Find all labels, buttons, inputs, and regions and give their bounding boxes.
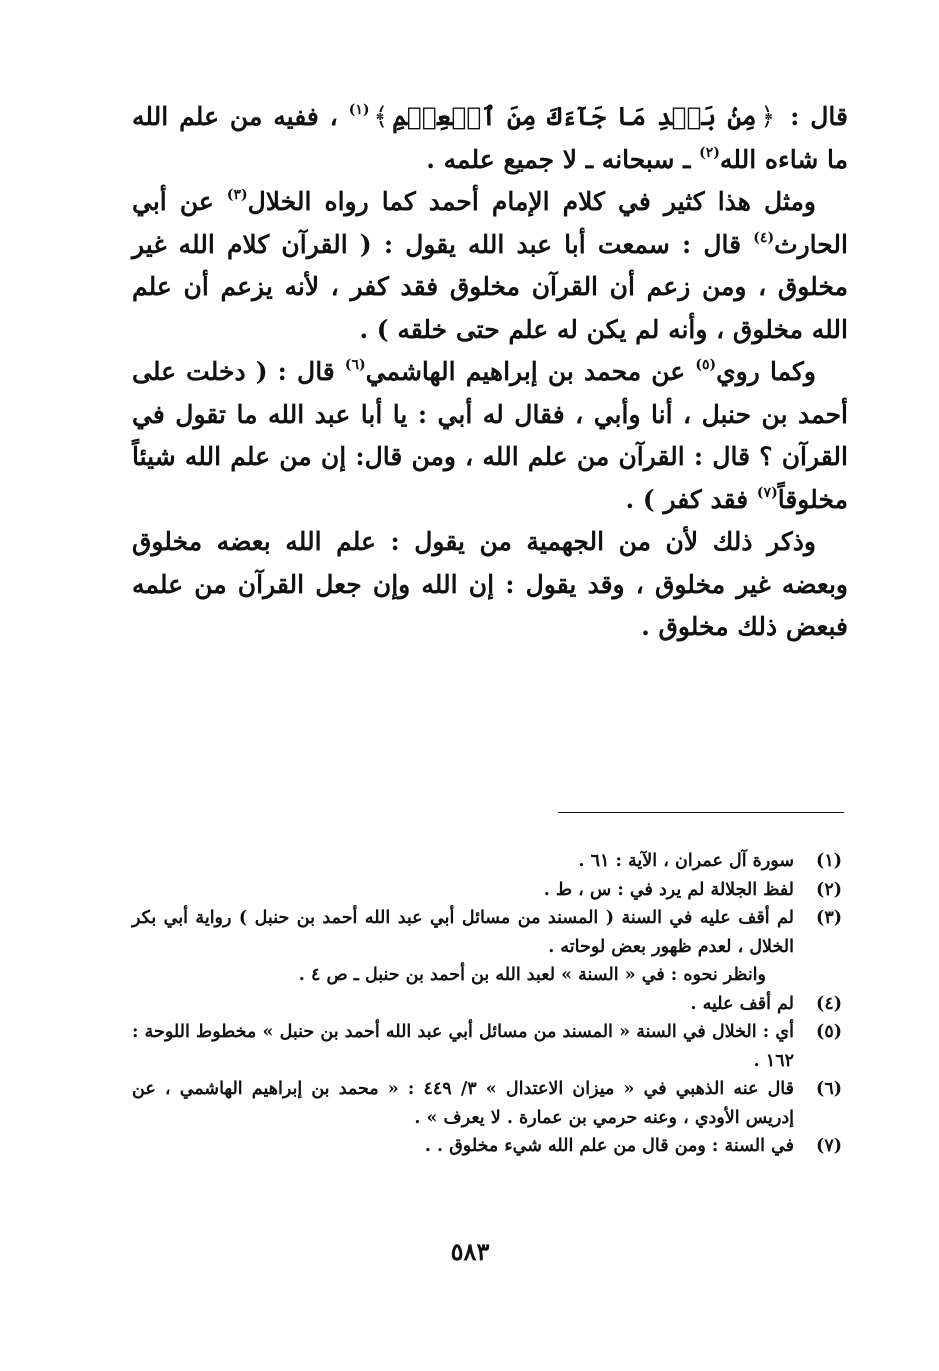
footnote-item bbox=[132, 847, 842, 876]
footnote-number: (٤) bbox=[816, 993, 842, 1014]
footnote-item bbox=[132, 990, 842, 1019]
footnote-text-sub: وانظر نحوه : في « السنة » لعبد الله بن أحمد بن حنبل ـ ص ٤ . bbox=[298, 965, 766, 985]
main-text bbox=[132, 96, 848, 649]
footnote-text: قال عنه الذهبي في « ميزان الاعتدال » ٣/ ٤٤٩ : « محمد بن إبراهيم الهاشمي ، عن إدريس الأودي ، وعنه حرمي بن عمارة . لا يعرف » . bbox=[132, 1079, 794, 1128]
paragraph-4: وذكر ذلك لأن من الجهمية من يقول : علم الله بعضه مخلوق وبعضه غير مخلوق ، وقد يقول : إن الله وإن جعل القرآن من علمه فبعض ذلك مخلوق . bbox=[132, 527, 848, 641]
footnote-ref-6[interactable]: (٦) bbox=[344, 357, 366, 373]
footnote-number: (٥) bbox=[816, 1022, 842, 1042]
quran-bracket-close: ﴾ bbox=[373, 102, 389, 131]
footnote-item bbox=[132, 904, 842, 990]
footnote-text: لفظ الجلالة لم يرد في : س ، ط . bbox=[543, 879, 794, 900]
quran-verse: مِنۢ بَعۡدِ مَا جَآءَكَ مِنَ ٱلۡعِلۡمِ bbox=[392, 102, 757, 131]
footnote-text bbox=[132, 904, 794, 990]
footnote-text: لم أقف عليه . bbox=[690, 993, 794, 1014]
footnote-number: (٢) bbox=[816, 879, 842, 900]
footnote-number: (٦) bbox=[816, 1079, 842, 1099]
footnotes bbox=[132, 847, 842, 1161]
footnote-text: في السنة : ومن قال من علم الله شيء مخلوق . . bbox=[424, 1136, 794, 1156]
footnote-ref-5[interactable]: (٥) bbox=[695, 357, 717, 373]
paragraph-3: وكما روي$^{(٥)}$ عن محمد بن إبراهيم الهاشمي$^{(٦)}$ قال : ( دخلت على أحمد بن حنبل ، أنا وأبي ، فقال له أبي : يا أبا عبد الله ما تقول في القرآن ؟ قال : القرآن من علم الله ، ومن قال: إن من علم الله شيئاً مخلوقاً$^{(٧)}$ فقد كفر ) . bbox=[132, 357, 848, 514]
footnote-text-main: لم أقف عليه في السنة ( المسند من مسائل أبي عبد الله أحمد بن حنبل ) رواية أبي بكر الخلال ، لعدم ظهور بعض لوحاته . bbox=[132, 908, 794, 957]
quran-bracket-open: ﴿ bbox=[760, 102, 776, 131]
footnote-item bbox=[132, 1132, 842, 1161]
footnote-item bbox=[132, 1018, 842, 1075]
footnote-ref-3[interactable]: (٣) bbox=[226, 187, 248, 203]
footnote-text: سورة آل عمران ، الآية : ٦١ . bbox=[578, 851, 794, 871]
footnote-ref-7[interactable]: (٧) bbox=[756, 484, 778, 501]
paragraph-2: ومثل هذا كثير في كلام الإمام أحمد كما رواه الخلال$^{(٣)}$ عن أبي الحارث$^{(٤)}$ قال : سمعت أبا عبد الله يقول : ( القرآن كلام الله غير مخلوق ، ومن زعم أن القرآن مخلوق فقد كفر ، لأنه يزعم أن علم الله مخلوق ، وأنه لم يكن له علم حتى خلقه ) . bbox=[132, 187, 848, 344]
paragraph-1: قال : ﴿مِنۢ بَعۡدِ مَا جَآءَكَ مِنَ ٱلۡعِلۡمِ﴾$^{(١)}$ ، ففيه من علم الله ما شاءه الله$^{(٢)}$ ـ سبحانه ـ لا جميع علمه . bbox=[132, 102, 848, 174]
footnote-number: (٧) bbox=[816, 1136, 842, 1156]
footnote-ref-4[interactable]: (٤) bbox=[753, 229, 775, 246]
footnote-text: أي : الخلال في السنة « المسند من مسائل أبي عبد الله أحمد بن حنبل » مخطوط اللوحة : ١٦٢ . bbox=[132, 1022, 794, 1071]
footnote-number: (٣) bbox=[816, 908, 842, 928]
footnote-ref-2[interactable]: (٢) bbox=[699, 144, 720, 161]
footnote-divider bbox=[558, 812, 844, 813]
page-number: ٥٨٣ bbox=[450, 1237, 490, 1266]
footnote-ref-1[interactable]: (١) bbox=[348, 102, 370, 118]
footnote-item bbox=[132, 1075, 842, 1132]
footnote-number: (١) bbox=[816, 851, 842, 871]
footnote-item bbox=[132, 876, 842, 905]
